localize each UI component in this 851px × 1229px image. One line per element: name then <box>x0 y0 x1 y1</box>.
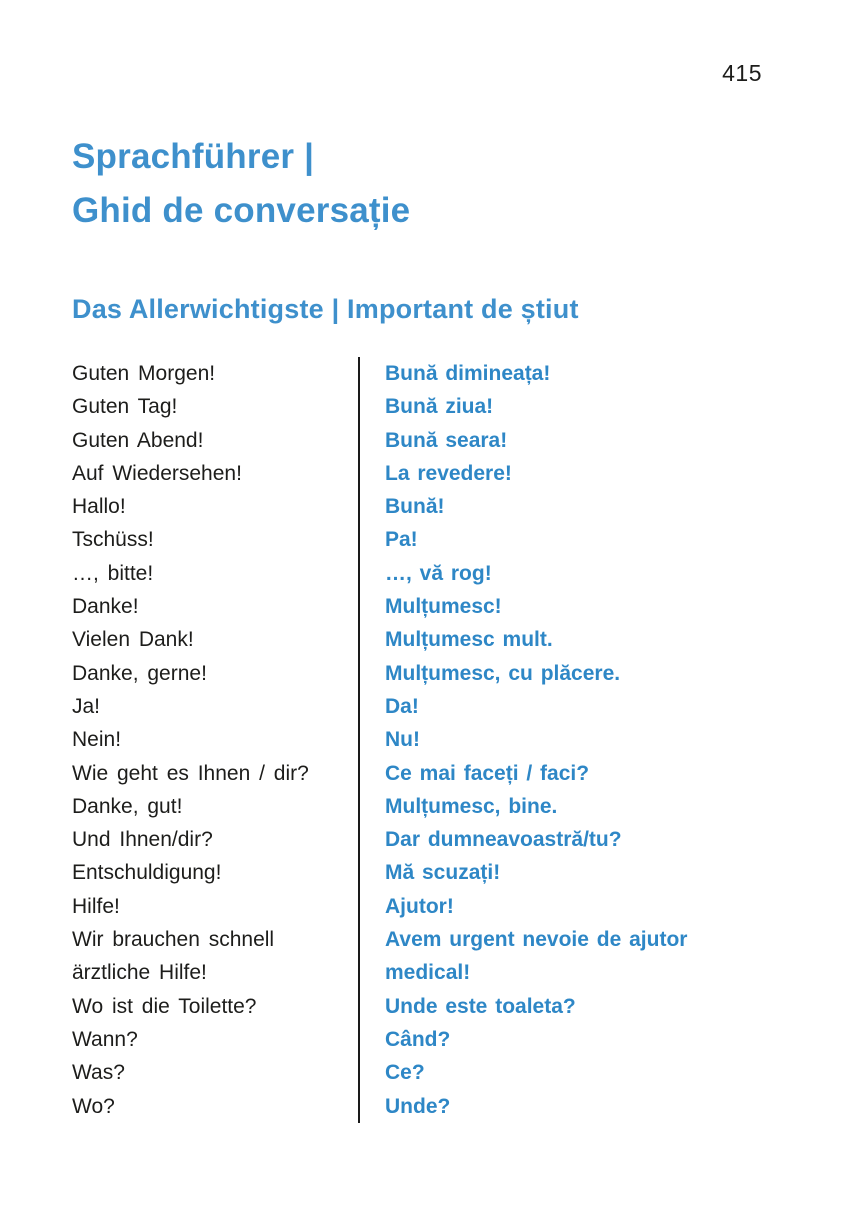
phrase-row <box>72 390 811 423</box>
phrase-row <box>72 1090 811 1123</box>
romanian-phrase: Bună dimineața! <box>358 357 811 390</box>
german-phrase: Danke, gut! <box>72 794 183 818</box>
german-phrase: Ja! <box>72 694 101 718</box>
romanian-phrase: Când? <box>358 1023 811 1056</box>
german-phrase: Danke! <box>72 595 139 619</box>
phrase-row <box>72 523 811 556</box>
phrase-row <box>72 923 811 956</box>
phrase-row <box>72 956 811 989</box>
romanian-phrase: Nu! <box>358 723 811 756</box>
romanian-phrase: Unde este toaleta? <box>358 990 811 1023</box>
german-phrase: Guten Tag! <box>72 395 178 419</box>
phrase-row <box>72 1023 811 1056</box>
romanian-phrase: Mulțumesc, bine. <box>358 790 811 823</box>
phrase-row <box>72 1056 811 1089</box>
german-phrase: …, bitte! <box>72 561 154 585</box>
romanian-phrase: Ajutor! <box>358 890 811 923</box>
romanian-phrase: Mă scuzați! <box>358 856 811 889</box>
romanian-phrase: Mulțumesc mult. <box>358 623 811 656</box>
german-phrase: Wie geht es Ihnen / dir? <box>72 761 309 785</box>
phrase-row <box>72 424 811 457</box>
romanian-phrase: Pa! <box>358 523 811 556</box>
page-title-romanian: Ghid de conversație <box>72 191 411 230</box>
phrase-row <box>72 490 811 523</box>
german-phrase: Wir brauchen schnell <box>72 928 275 952</box>
romanian-phrase: Da! <box>358 690 811 723</box>
phrase-row <box>72 723 811 756</box>
phrase-row <box>72 856 811 889</box>
phrase-table <box>72 357 811 1123</box>
german-phrase: Tschüss! <box>72 528 154 552</box>
romanian-phrase: Unde? <box>358 1090 811 1123</box>
romanian-phrase: Bună ziua! <box>358 390 811 423</box>
german-phrase: Auf Wiedersehen! <box>72 461 242 485</box>
phrase-row <box>72 690 811 723</box>
phrase-row <box>72 590 811 623</box>
romanian-phrase: La revedere! <box>358 457 811 490</box>
romanian-phrase: Ce? <box>358 1056 811 1089</box>
german-phrase: Danke, gerne! <box>72 661 207 685</box>
romanian-phrase: medical! <box>358 956 811 989</box>
german-phrase: Guten Morgen! <box>72 362 216 385</box>
page-title-german: Sprachführer | <box>72 137 315 176</box>
romanian-phrase: …, vă rog! <box>358 557 811 590</box>
german-phrase: Wo ist die Toilette? <box>72 994 257 1018</box>
romanian-phrase: Mulțumesc! <box>358 590 811 623</box>
german-phrase: Und Ihnen/dir? <box>72 828 213 852</box>
german-phrase: Nein! <box>72 728 122 752</box>
romanian-phrase: Ce mai faceți / faci? <box>358 757 811 790</box>
german-phrase: Was? <box>72 1061 125 1085</box>
german-phrase: Guten Abend! <box>72 428 204 452</box>
romanian-phrase: Mulțumesc, cu plăcere. <box>358 657 811 690</box>
page-title <box>72 130 410 238</box>
phrase-row <box>72 623 811 656</box>
phrase-row <box>72 657 811 690</box>
romanian-phrase: Bună! <box>358 490 811 523</box>
romanian-phrase: Avem urgent nevoie de ajutor <box>358 923 811 956</box>
german-phrase: Wo? <box>72 1094 115 1118</box>
german-phrase: Wann? <box>72 1027 138 1051</box>
phrase-row <box>72 790 811 823</box>
german-phrase: Hilfe! <box>72 894 120 918</box>
romanian-phrase: Dar dumneavoastră/tu? <box>358 823 811 856</box>
german-phrase: Vielen Dank! <box>72 628 194 652</box>
phrase-row <box>72 557 811 590</box>
german-phrase: Hallo! <box>72 495 126 519</box>
phrase-row <box>72 823 811 856</box>
phrase-row <box>72 357 811 390</box>
phrase-row <box>72 990 811 1023</box>
romanian-phrase: Bună seara! <box>358 424 811 457</box>
page-number: 415 <box>722 60 762 86</box>
phrase-row <box>72 757 811 790</box>
german-phrase: Entschuldigung! <box>72 861 222 885</box>
phrase-row <box>72 457 811 490</box>
german-phrase: ärztliche Hilfe! <box>72 961 207 985</box>
section-heading: Das Allerwichtigste | Important de știut <box>72 294 579 324</box>
phrase-row <box>72 890 811 923</box>
